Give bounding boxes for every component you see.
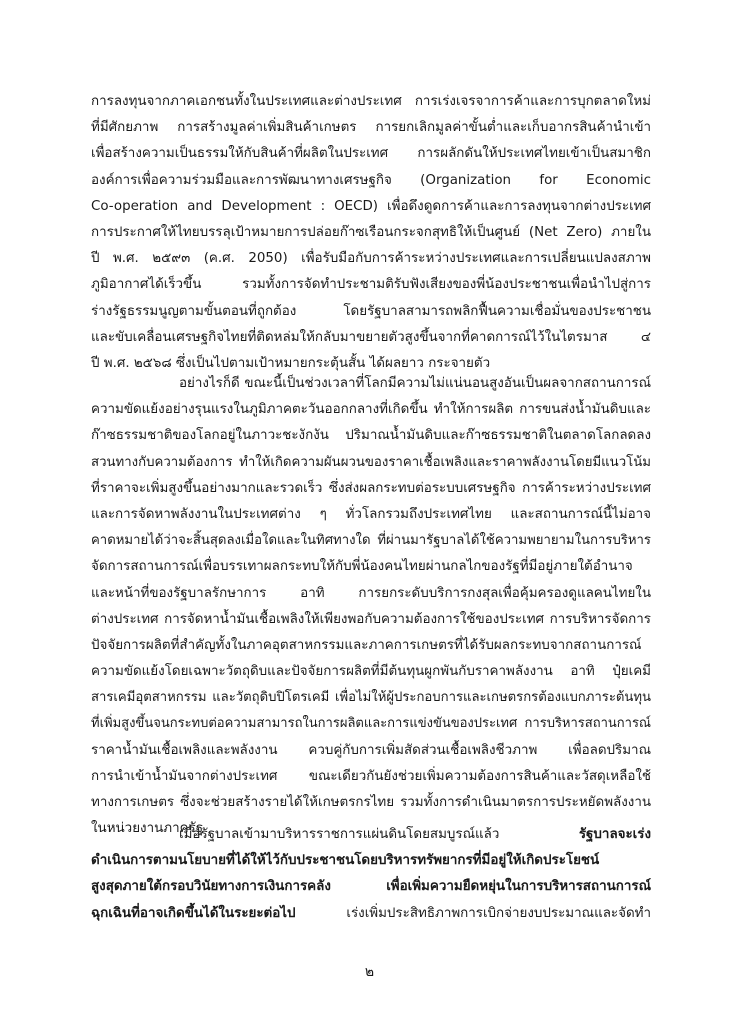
text-line: Co-operation and Development : OECD) เพื่อดึงดูดการค้าและการลงทุนจากต่างประเทศ — [91, 198, 651, 214]
text-line: สารเคมีอุตสาหกรรม และวัตถุดิบปิโตรเคมี เพื่อไม่ให้ผู้ประกอบการและเกษตรกรต้องแบกภาระต้นทุน — [91, 690, 651, 706]
bold-text-run: สูงสุดภายใต้กรอบวินัยทางการเงินการคลัง เพื่อเพิ่มความยืดหยุ่นในการบริหารสถานการณ์ — [91, 879, 651, 895]
text-line — [91, 901, 651, 927]
text-line: ก๊าซธรรมชาติของโลกอยู่ในภาวะชะงักงัน ปริมาณน้ำมันดิบและก๊าซธรรมชาติในตลาดโลกลดลง — [91, 428, 651, 444]
text-line: ในหน่วยงานภาครัฐ — [91, 821, 204, 837]
text-line — [91, 822, 651, 848]
text-line: เพื่อสร้างความเป็นธรรมให้กับสินค้าที่ผลิตในประเทศ การผลักดันให้ประเทศไทยเข้าเป็นสมาชิก — [91, 146, 651, 162]
text-line: ปี พ.ศ. ๒๕๖๘ ซึ่งเป็นไปตามเป้าหมายกระตุ้นสั้น ได้ผลยาว กระจายตัว — [91, 355, 491, 371]
text-line: ความขัดแย้งโดยเฉพาะวัตถุดิบและปัจจัยการผลิตที่มีต้นทุนผูกพันกับราคาพลังงาน อาทิ ปุ๋ยเคมี — [91, 664, 651, 680]
text-line: การลงทุนจากภาคเอกชนทั้งในประเทศและต่างประเทศ การเร่งเจรจาการค้าและการบุกตลาดใหม่ — [91, 94, 651, 109]
text-line: อย่างไรก็ดี ขณะนี้เป็นช่วงเวลาที่โลกมีความไม่แน่นอนสูงอันเป็นผลจากสถานการณ์ — [179, 376, 651, 391]
text-line: คาดหมายได้ว่าจะสิ้นสุดลงเมื่อใดและในทิศทางใด ที่ผ่านมารัฐบาลได้ใช้ความพยายามในการบริหาร — [91, 533, 651, 549]
paragraph-energy-situation — [91, 371, 651, 842]
text-line: ที่มีศักยภาพ การสร้างมูลค่าเพิ่มสินค้าเกษตร การยกเลิกมูลค่าขั้นต่ำและเก็บอากรสินค้านำเข้า — [91, 120, 651, 136]
bold-text-run: ดำเนินการตามนโยบายที่ได้ให้ไว้กับประชาชนโดยบริหารทรัพยากรที่มีอยู่ให้เกิดประโยชน์ — [91, 853, 600, 869]
paragraph-government-policy — [91, 822, 651, 927]
text-line: ราคาน้ำมันเชื้อเพลิงและพลังงาน ควบคู่กับการเพิ่มสัดส่วนเชื้อเพลิงชีวภาพ เพื่อลดปริมาณ — [91, 742, 651, 758]
text-line: การนำเข้าน้ำมันจากต่างประเทศ ขณะเดียวกันยังช่วยเพิ่มความต้องการสินค้าและวัสดุเหลือใช้ — [91, 768, 651, 784]
text-line: ภูมิอากาศได้เร็วขึ้น รวมทั้งการจัดทำประชามติรับฟังเสียงของพี่น้องประชาชนเพื่อนำไปสู่การ — [91, 277, 651, 293]
text-line — [91, 874, 651, 900]
text-line: ร่างรัฐธรรมนูญตามขั้นตอนที่ถูกต้อง โดยรัฐบาลสามารถพลิกฟื้นความเชื่อมั่นของประชาชน — [91, 303, 651, 319]
text-line: และขับเคลื่อนเศรษฐกิจไทยที่ติดหล่มให้กลับมาขยายตัวสูงขึ้นจากที่คาดการณ์ไว้ในไตรมาส ๔ — [91, 329, 651, 345]
text-line: องค์การเพื่อความร่วมมือและการพัฒนาทางเศรษฐกิจ (Organization for Economic — [91, 172, 651, 188]
text-line: การประกาศให้ไทยบรรลุเป้าหมายการปล่อยก๊าซเรือนกระจกสุทธิให้เป็นศูนย์ (Net Zero) ภายใน — [91, 224, 651, 240]
text-line: และการจัดหาพลังงานในประเทศต่าง ๆ ทั่วโลกรวมถึงประเทศไทย และสถานการณ์นี้ไม่อาจ — [91, 506, 651, 522]
text-line: ปี พ.ศ. ๒๕๙๓ (ค.ศ. 2050) เพื่อรับมือกับการค้าระหว่างประเทศและการเปลี่ยนแปลงสภาพ — [91, 251, 651, 267]
text-line: ปัจจัยการผลิตที่สำคัญทั้งในภาคอุตสาหกรรมและภาคการเกษตรที่ได้รับผลกระทบจากสถานการณ์ — [91, 637, 642, 653]
bold-text-run: ฉุกเฉินที่อาจเกิดขึ้นได้ในระยะต่อไป — [91, 905, 296, 921]
text-line: และหน้าที่ของรัฐบาลรักษาการ อาทิ การยกระดับบริการกงสุลเพื่อคุ้มครองดูแลคนไทยใน — [91, 585, 651, 601]
text-line: ความขัดแย้งอย่างรุนแรงในภูมิภาคตะวันออกกลางที่เกิดขึ้น ทำให้การผลิต การขนส่งน้ำมันดิบและ — [91, 402, 651, 418]
page-number: ๒ — [364, 964, 375, 980]
text-run: เมื่อรัฐบาลเข้ามาบริหารราชการแผ่นดินโดยสมบูรณ์แล้ว — [179, 827, 579, 842]
text-line: ทางการเกษตร ซึ่งจะช่วยสร้างรายได้ให้เกษตรกรไทย รวมทั้งการดำเนินมาตรการประหยัดพลังงาน — [91, 795, 651, 810]
text-run: เร่งเพิ่มประสิทธิภาพการเบิกจ่ายงบประมาณและจัดทำ — [295, 905, 651, 921]
text-line — [91, 848, 651, 874]
paragraph-investment-trade — [91, 89, 651, 377]
bold-text-run: รัฐบาลจะเร่ง — [578, 827, 651, 842]
text-line: สวนทางกับความต้องการ ทำให้เกิดความผันผวนของราคาเชื้อเพลิงและราคาพลังงานโดยมีแนวโน้ม — [91, 454, 651, 470]
text-line: จัดการสถานการณ์เพื่อบรรเทาผลกระทบให้กับพี่น้องคนไทยผ่านกลไกของรัฐที่มีอยู่ภายใต้อำนาจ — [91, 559, 633, 575]
text-line: ที่เพิ่มสูงขึ้นจนกระทบต่อความสามารถในการผลิตและการแข่งขันของประเทศ การบริหารสถานการณ์ — [91, 716, 651, 732]
text-line: ที่ราคาจะเพิ่มสูงขึ้นอย่างมากและรวดเร็ว ซึ่งส่งผลกระทบต่อระบบเศรษฐกิจ การค้าระหว่างประเทศ — [91, 480, 651, 496]
text-line: ต่างประเทศ การจัดหาน้ำมันเชื้อเพลิงให้เพียงพอกับความต้องการใช้ของประเทศ การบริหารจัดการ — [91, 611, 651, 627]
